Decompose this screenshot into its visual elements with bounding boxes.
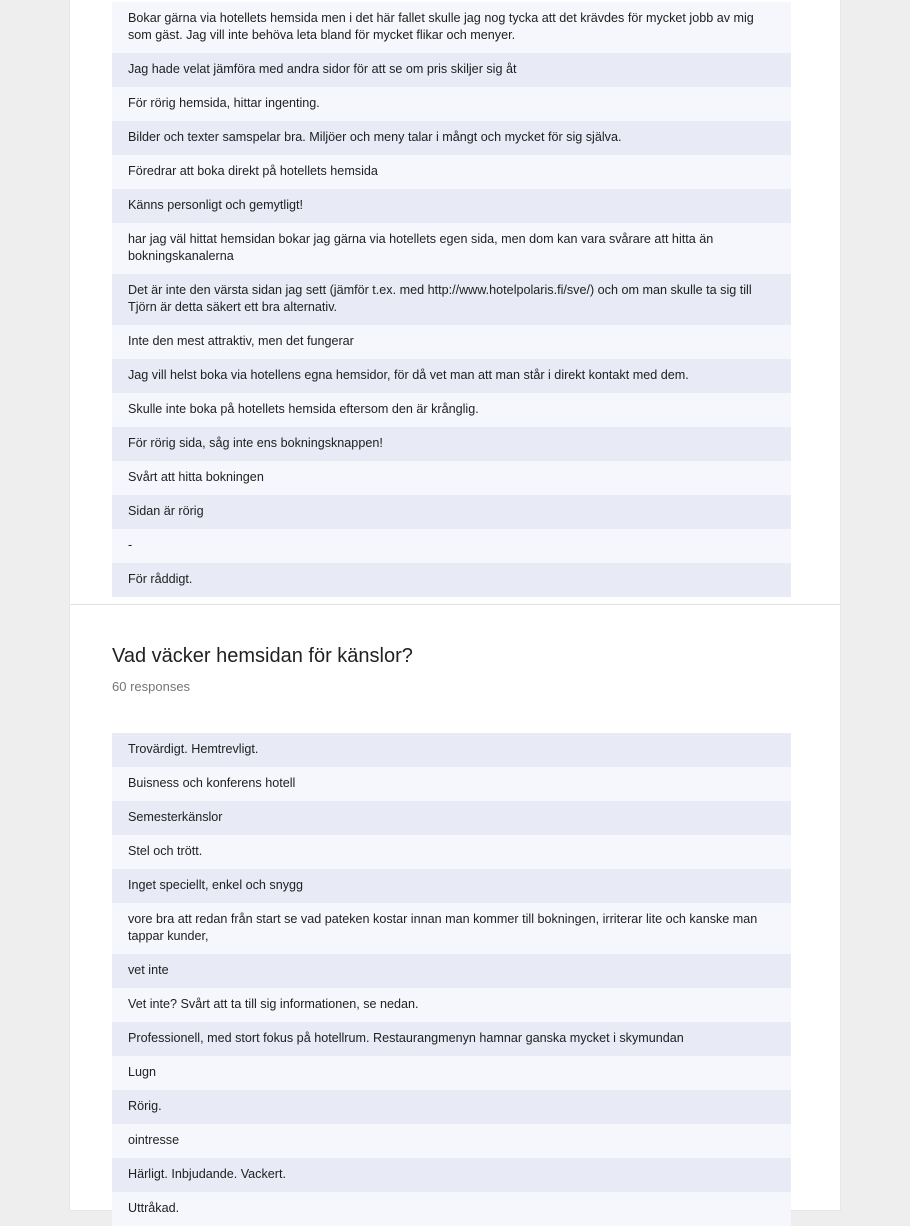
- response-item: Inget speciellt, enkel och snygg: [112, 869, 791, 903]
- response-list: [112, 733, 791, 1226]
- response-item: Känns personligt och gemytligt!: [112, 189, 791, 223]
- response-item: För rörig hemsida, hittar ingenting.: [112, 87, 791, 121]
- response-item: vore bra att redan från start se vad pateken kostar innan man kommer till bokningen, irriterar lite och kanske man tappar kunder,: [112, 903, 791, 954]
- response-item: Trovärdigt. Hemtrevligt.: [112, 733, 791, 767]
- response-item: Vet inte? Svårt att ta till sig informationen, se nedan.: [112, 988, 791, 1022]
- response-item: vet inte: [112, 954, 791, 988]
- response-item: Bilder och texter samspelar bra. Miljöer och meny talar i mångt och mycket för sig själva.: [112, 121, 791, 155]
- response-item: -: [112, 529, 791, 563]
- forms-summary-page: [70, 0, 840, 1215]
- response-item: Det är inte den värsta sidan jag sett (jämför t.ex. med http://www.hotelpolaris.fi/sve/) och om man skulle ta sig till Tjörn är detta säkert ett bra alternativ.: [112, 274, 791, 325]
- response-count: 60 responses: [112, 679, 191, 694]
- response-list: [112, 2, 791, 597]
- response-item: Föredrar att boka direkt på hotellets hemsida: [112, 155, 791, 189]
- response-item: Lugn: [112, 1056, 791, 1090]
- response-item: har jag väl hittat hemsidan bokar jag gärna via hotellets egen sida, men dom kan vara svårare att hitta än bokningskanalerna: [112, 223, 791, 274]
- response-item: Sidan är rörig: [112, 495, 791, 529]
- response-item: Rörig.: [112, 1090, 791, 1124]
- response-item: Jag vill helst boka via hotellens egna hemsidor, för då vet man att man står i direkt kontakt med dem.: [112, 359, 791, 393]
- response-item: För råddigt.: [112, 563, 791, 597]
- response-item: För rörig sida, såg inte ens bokningsknappen!: [112, 427, 791, 461]
- response-item: Bokar gärna via hotellets hemsida men i det här fallet skulle jag nog tycka att det krävdes för mycket jobb av mig som gäst. Jag vill inte behöva leta bland för mycket flikar och menyer.: [112, 2, 791, 53]
- response-item: Buisness och konferens hotell: [112, 767, 791, 801]
- response-item: Professionell, med stort fokus på hotellrum. Restaurangmenyn hamnar ganska mycket i skymundan: [112, 1022, 791, 1056]
- response-item: Jag hade velat jämföra med andra sidor för att se om pris skiljer sig åt: [112, 53, 791, 87]
- response-item: Uttråkad.: [112, 1192, 791, 1226]
- question-title: Vad väcker hemsidan för känslor?: [112, 645, 413, 667]
- response-item: Semesterkänslor: [112, 801, 791, 835]
- question-card-previous: [70, 0, 840, 604]
- response-item: ointresse: [112, 1124, 791, 1158]
- response-item: Härligt. Inbjudande. Vackert.: [112, 1158, 791, 1192]
- response-item: Stel och trött.: [112, 835, 791, 869]
- response-item: Skulle inte boka på hotellets hemsida eftersom den är krånglig.: [112, 393, 791, 427]
- question-card-feelings: [70, 605, 840, 1215]
- response-item: Svårt att hitta bokningen: [112, 461, 791, 495]
- response-item: Inte den mest attraktiv, men det fungerar: [112, 325, 791, 359]
